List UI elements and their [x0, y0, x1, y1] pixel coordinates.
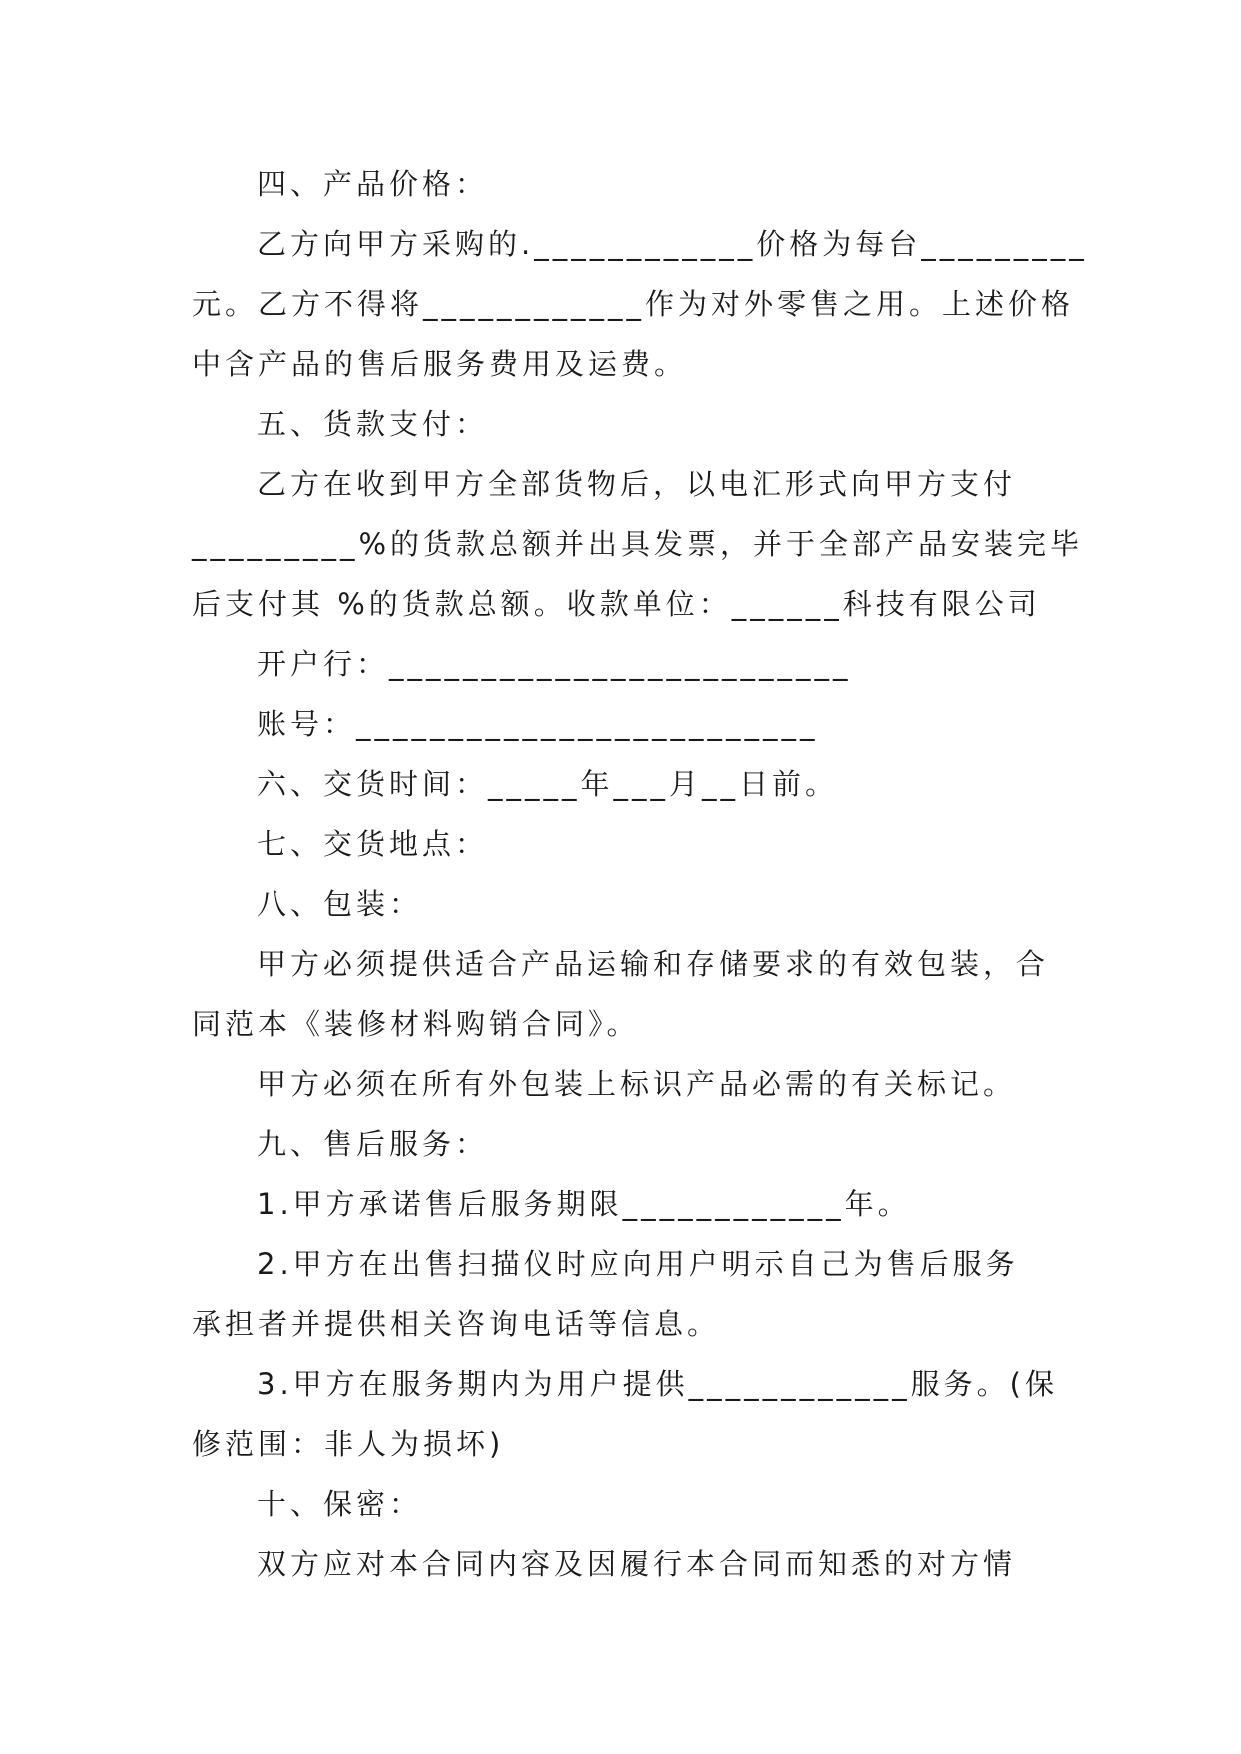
section-heading-price: 四、产品价格： — [257, 167, 489, 201]
section-heading-delivery-place: 七、交货地点： — [257, 827, 489, 861]
paragraph-line: 甲方必须在所有外包装上标识产品必需的有关标记。 — [257, 1067, 1017, 1101]
paragraph-line: 甲方必须提供适合产品运输和存储要求的有效包装，合 — [257, 947, 1050, 981]
section-heading-confidentiality: 十、保密： — [257, 1487, 423, 1521]
section-heading-packaging: 八、包装： — [257, 887, 423, 921]
paragraph-line: 中含产品的售后服务费用及运费。 — [192, 347, 688, 381]
list-item: 2.甲方在出售扫描仪时应向用户明示自己为售后服务 — [257, 1247, 1019, 1281]
paragraph-line: 乙方在收到甲方全部货物后，以电汇形式向甲方支付 — [257, 467, 1017, 501]
paragraph-line: 乙方向甲方采购的.____________价格为每台_________ — [257, 227, 1088, 261]
paragraph-line: 修范围：非人为损坏) — [192, 1427, 505, 1461]
paragraph-line: 同范本《装修材料购销合同》。 — [192, 1007, 640, 1041]
paragraph-line: _________%的货款总额并出具发票，并于全部产品安装完毕 — [192, 527, 1084, 561]
document-body — [192, 154, 1088, 1594]
section-heading-payment: 五、货款支付： — [257, 407, 489, 441]
list-item: 1.甲方承诺售后服务期限____________年。 — [257, 1187, 911, 1221]
section-heading-after-sales: 九、售后服务： — [257, 1127, 489, 1161]
paragraph-line: 双方应对本合同内容及因履行本合同而知悉的对方情 — [257, 1547, 1017, 1581]
paragraph-line: 承担者并提供相关咨询电话等信息。 — [192, 1307, 721, 1341]
bank-line: 开户行：_________________________ — [257, 647, 852, 681]
account-line: 账号：_________________________ — [257, 707, 819, 741]
paragraph-line: 元。乙方不得将____________作为对外零售之用。上述价格 — [192, 287, 1075, 321]
list-item: 3.甲方在服务期内为用户提供____________服务。(保 — [257, 1367, 1058, 1401]
paragraph-line: 后支付其 %的货款总额。收款单位：______科技有限公司 — [192, 587, 1041, 621]
section-heading-delivery-time: 六、交货时间：_____年___月__日前。 — [257, 767, 839, 801]
